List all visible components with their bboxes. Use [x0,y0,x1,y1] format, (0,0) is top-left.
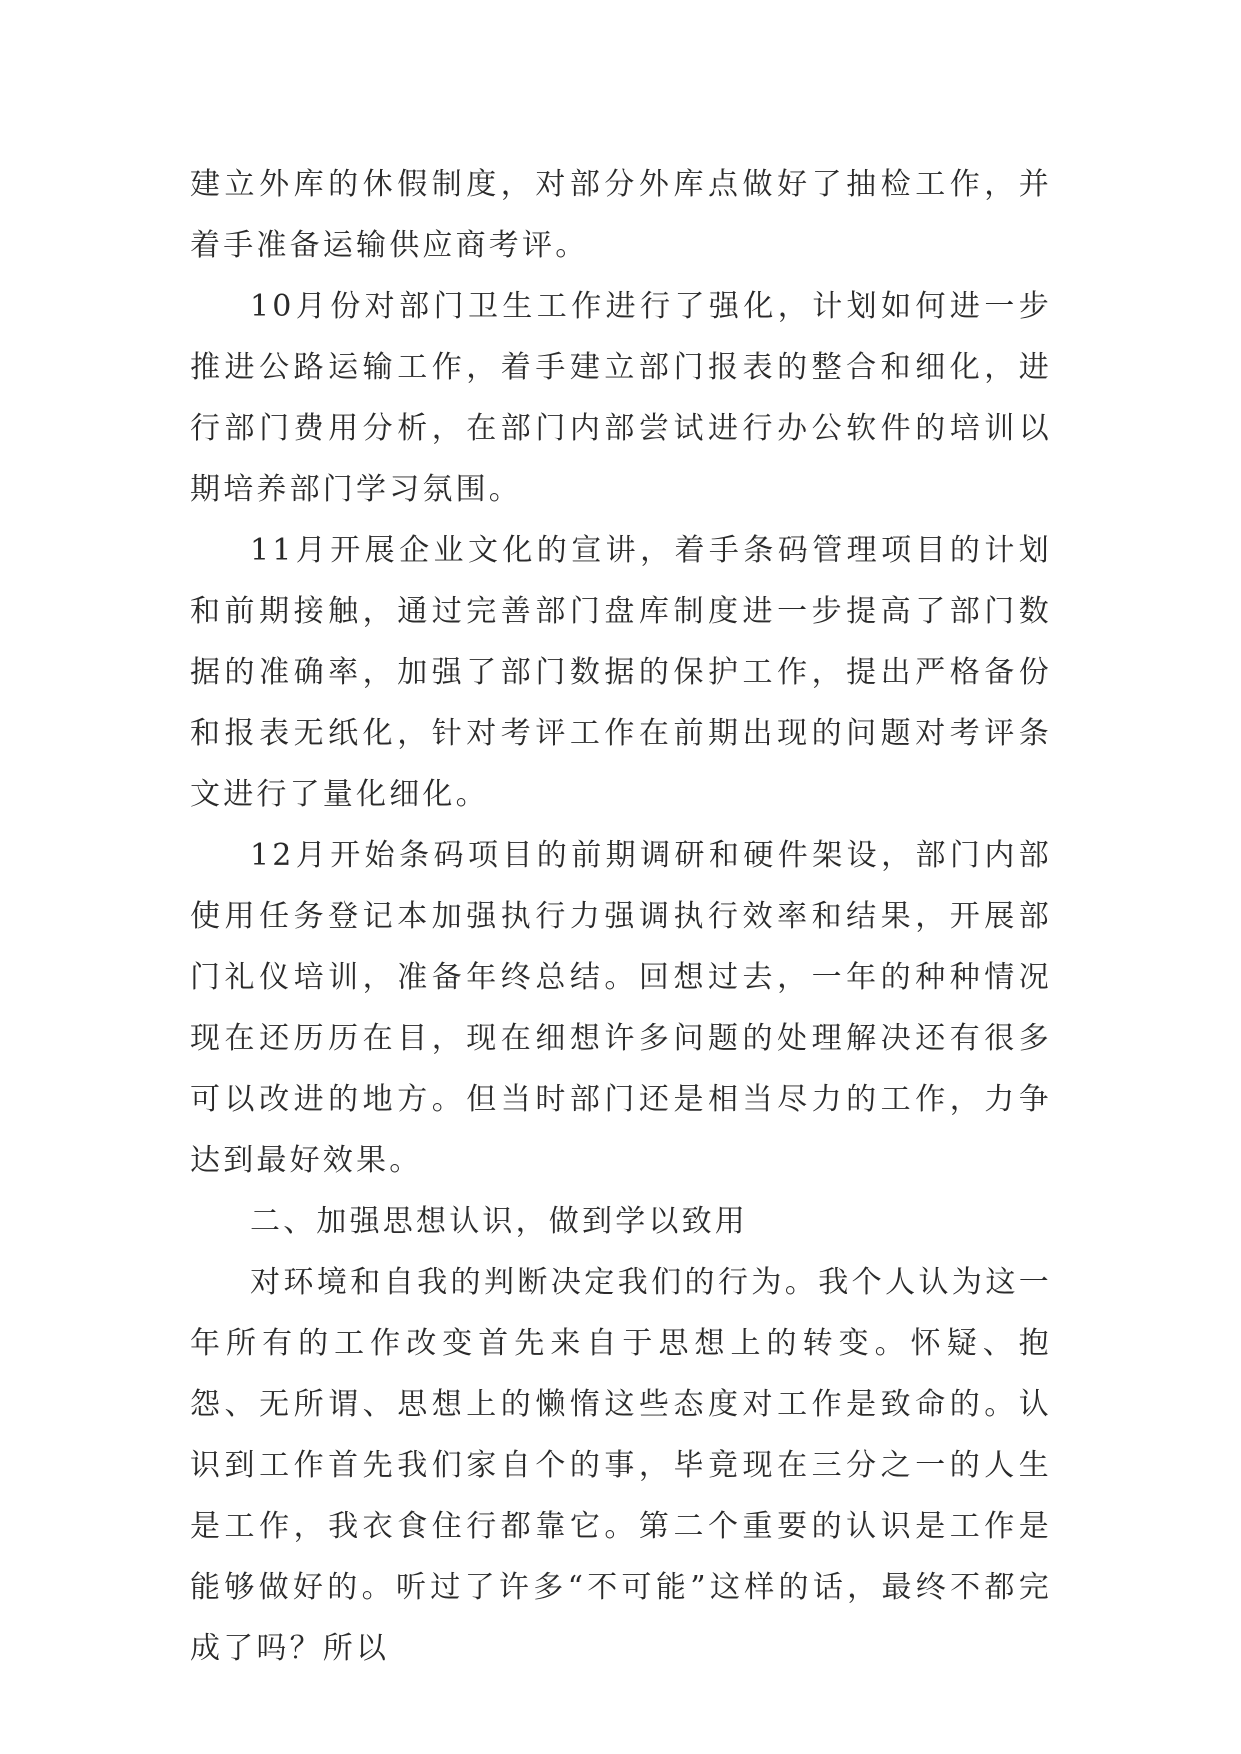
paragraph-1: 建立外库的休假制度，对部分外库点做好了抽检工作，并着手准备运输供应商考评。 [190,167,1052,263]
paragraph-4: 12月开始条码项目的前期调研和硬件架设，部门内部使用任务登记本加强执行力强调执行效率和结果，开展部门礼仪培训，准备年终总结。回想过去，一年的种种情况现在还历历在目，现在细想许多问题的处理解决还有很多可以改进的地方。但当时部门还是相当尽力的工作，力争达到最好效果。 [190,838,1052,1178]
paragraph-2: 10月份对部门卫生工作进行了强化，计划如何进一步推进公路运输工作，着手建立部门报表的整合和细化，进行部门费用分析，在部门内部尝试进行办公软件的培训以期培养部门学习氛围。 [190,289,1052,507]
section-heading: 二、加强思想认识，做到学以致用 [250,1204,748,1239]
document-body [190,154,1052,1679]
paragraph-5: 对环境和自我的判断决定我们的行为。我个人认为这一年所有的工作改变首先来自于思想上的转变。怀疑、抱怨、无所谓、思想上的懒惰这些态度对工作是致命的。认识到工作首先我们家自个的事，毕竟现在三分之一的人生是工作，我衣食住行都靠它。第二个重要的认识是工作是能够做好的。听过了许多“不可能”这样的话，最终不都完成了吗？所以 [190,1265,1052,1666]
paragraph-3: 11月开展企业文化的宣讲，着手条码管理项目的计划和前期接触，通过完善部门盘库制度进一步提高了部门数据的准确率，加强了部门数据的保护工作，提出严格备份和报表无纸化，针对考评工作在前期出现的问题对考评条文进行了量化细化。 [190,533,1052,812]
